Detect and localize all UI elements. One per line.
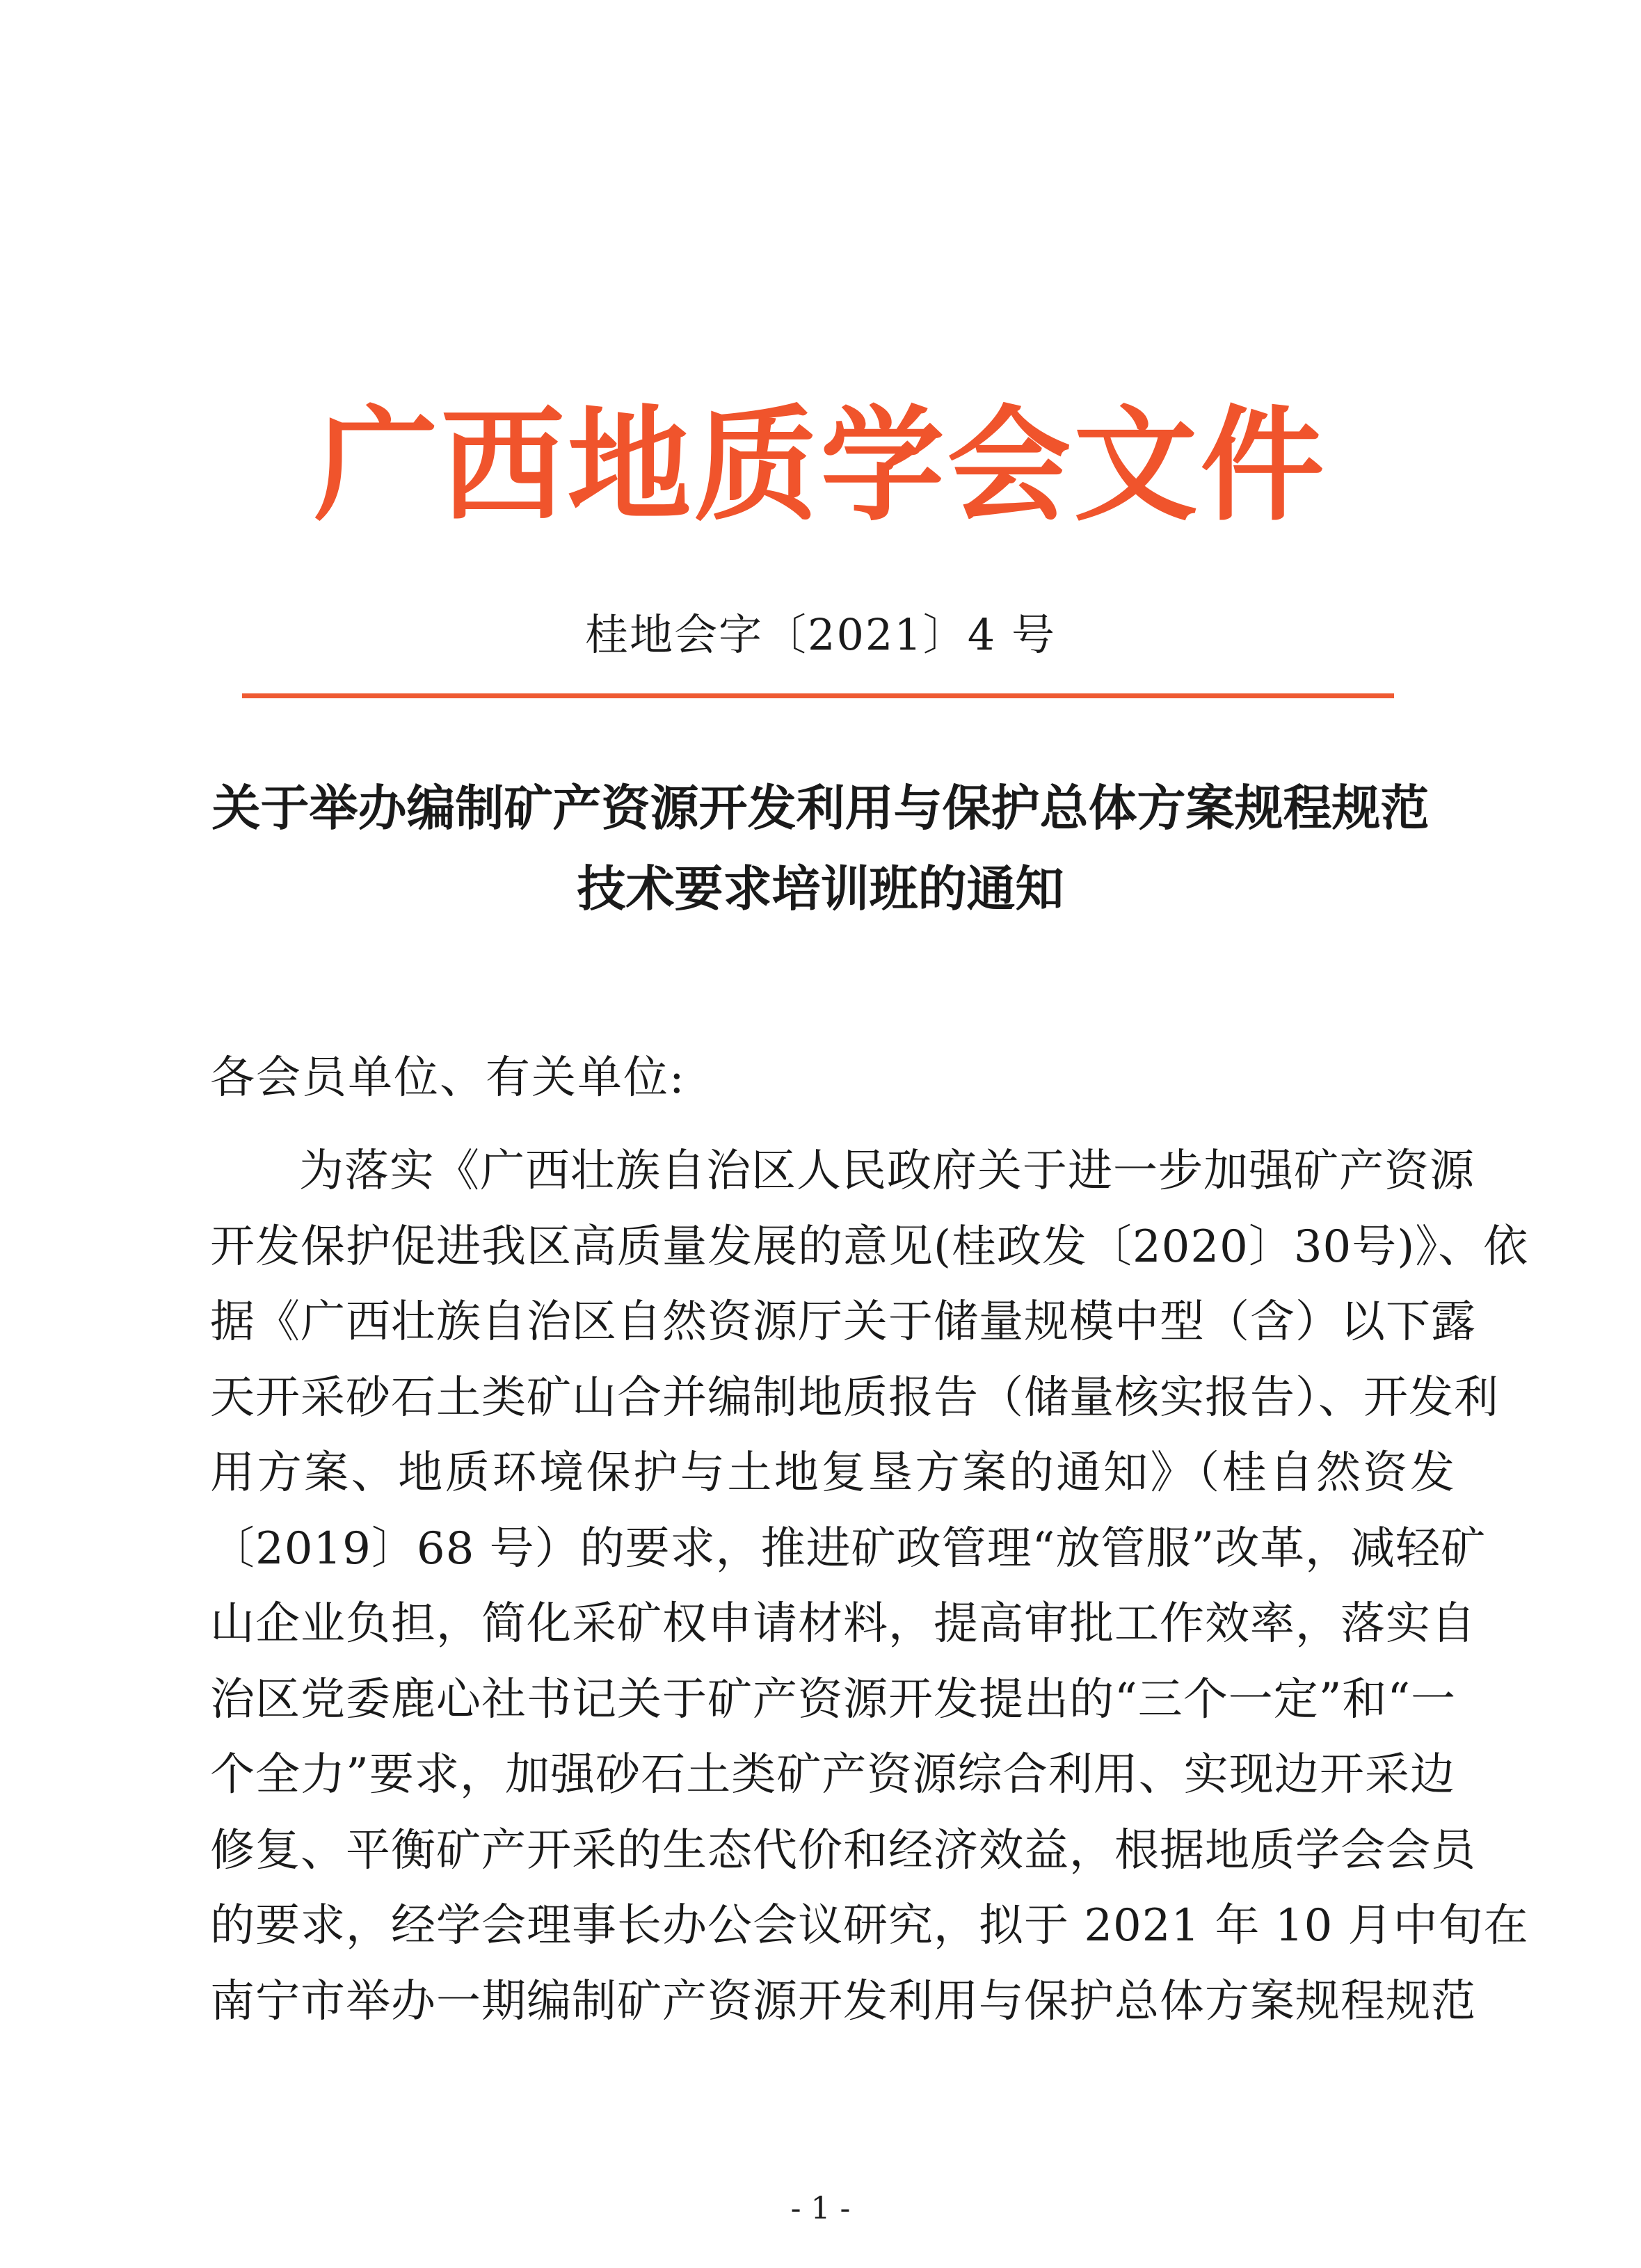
body-line: 天开采砂石土类矿山合并编制地质报告（储量核实报告）、开发利 [210,1372,1499,1424]
body-line: 用方案、地质环境保护与土地复垦方案的通知》（桂自然资发 [210,1447,1455,1499]
page-number: - 1 - [790,2191,851,2226]
body-line: 个全力”要求，加强砂石土类矿产资源综合利用、实现边开采边 [210,1749,1455,1801]
body-line: 的要求，经学会理事长办公会议研究，拟于 2021 年 10 月中旬在 [210,1900,1529,1952]
header-divider [242,693,1394,698]
document-title-line-1: 关于举办编制矿产资源开发利用与保护总体方案规程规范 [211,779,1430,837]
body-line: 山企业负担，简化采矿权申请材料，提高审批工作效率，落实自 [210,1598,1476,1650]
body-line: 治区党委鹿心社书记关于矿产资源开发提出的“三个一定”和“一 [210,1673,1457,1726]
document-title-line-2: 技术要求培训班的通知 [577,860,1064,917]
document-number: 桂地会字〔2021〕4 号 [585,609,1056,660]
document-title [0,768,1641,929]
body-paragraph [210,1134,1529,2039]
body-line: 开发保护促进我区高质量发展的意见(桂政发〔2020〕30号)》、依 [210,1221,1529,1273]
body-line: 据《广西壮族自治区自然资源厅关于储量规模中型（含）以下露 [210,1296,1476,1348]
body-line: 为落实《广西壮族自治区人民政府关于进一步加强矿产资源 [299,1145,1475,1197]
org-header-title: 广西地质学会文件 [314,394,1327,538]
salutation: 各会员单位、有关单位: [210,1052,686,1104]
body-line: 〔2019〕68 号）的要求，推进矿政管理“放管服”改革，减轻矿 [210,1522,1487,1575]
body-line: 南宁市举办一期编制矿产资源开发利用与保护总体方案规程规范 [210,1975,1476,2027]
body-line: 修复、平衡矿产开采的生态代价和经济效益，根据地质学会会员 [210,1824,1476,1876]
